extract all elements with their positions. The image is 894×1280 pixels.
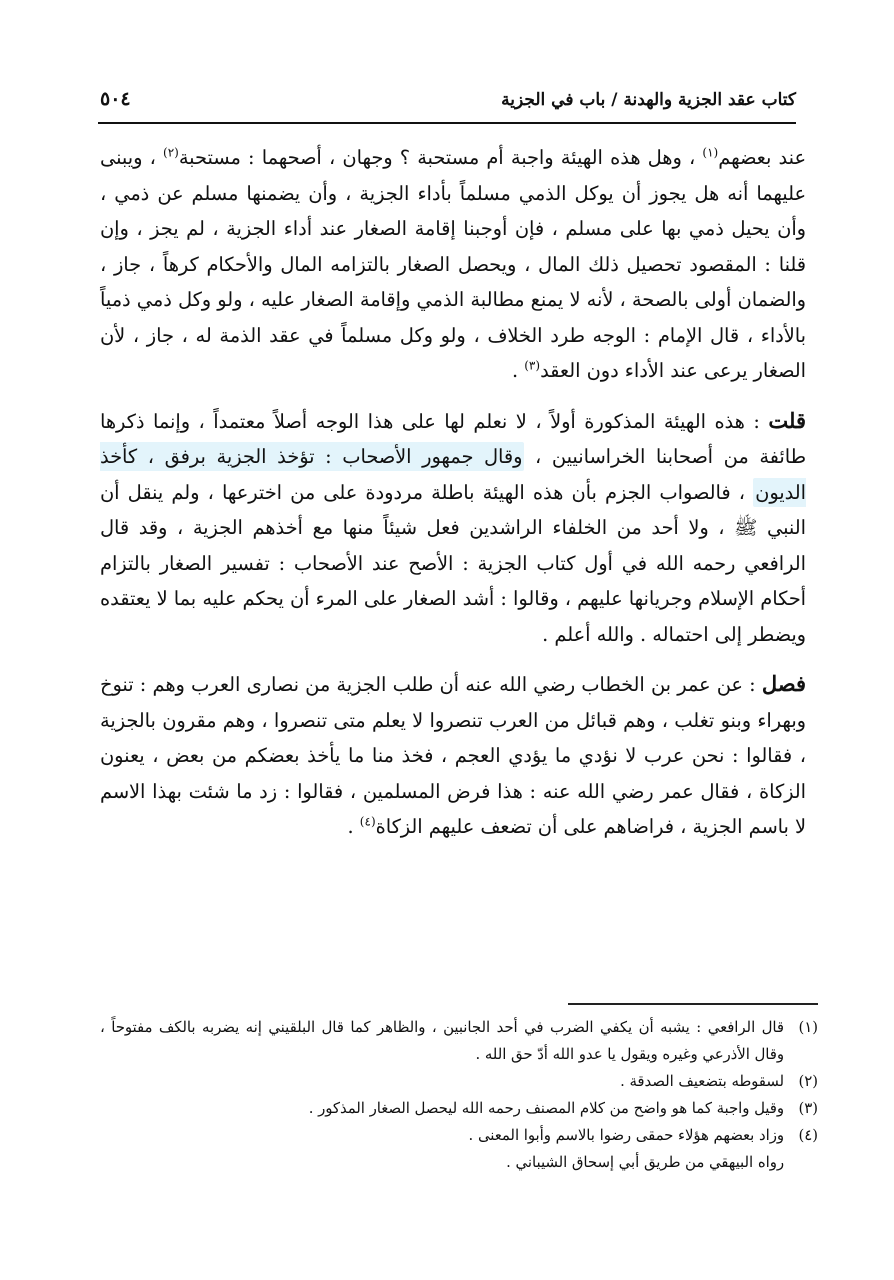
header-title: كتاب عقد الجزية والهدنة / باب في الجزية xyxy=(501,90,796,110)
paragraph-text: عند بعضهم xyxy=(718,146,806,169)
running-header xyxy=(98,84,796,124)
paragraph-1 xyxy=(100,140,806,389)
footnote-2 xyxy=(100,1068,818,1095)
main-text xyxy=(100,140,806,845)
paragraph-text: ، وهل هذه الهيئة واجبة أم مستحبة ؟ وجهان ، أصحهما : مستحبة xyxy=(178,146,703,169)
footnote-number: (١) xyxy=(798,1019,818,1036)
footnote-4-continuation: رواه البيهقي من طريق أبي إسحاق الشيباني . xyxy=(506,1154,784,1171)
paragraph-text: . xyxy=(347,815,360,838)
footnote-ref-1[interactable]: (١) xyxy=(702,145,719,160)
paragraph-text: ، فالصواب الجزم بأن هذه الهيئة باطلة مردودة على من اخترعها ، ولم ينقل أن النبي ﷺ ، ولا أحد من الخلفاء الراشدين فعل شيئاً منها مع أخذهم الجزية ، وقد قال الرافعي رحمه الله في أول كتاب الجزية : الأصح عند الأصحاب : تفسير الصغار بالتزام أحكام الإسلام وجريانها عليهم ، وقالوا : أشد الصغار على المرء أن يحكم عليه بما لا يعتقده ويضطر إلى احتماله . والله أعلم . xyxy=(100,480,806,646)
footnote-number: (٤) xyxy=(798,1127,818,1144)
paragraph-lead-qultu: قلت xyxy=(768,407,806,433)
footnote-1 xyxy=(100,1014,818,1068)
paragraph-text: : هذه الهيئة المذكورة أولاً ، لا نعلم لها على هذا الوجه أصلاً معتمداً ، وإنما ذكرها طائفة من أصحابنا الخراسانيين ، xyxy=(100,409,806,468)
paragraph-text: . xyxy=(511,359,525,382)
footnote-number: (٣) xyxy=(798,1100,818,1117)
footnote-ref-4[interactable]: (٤) xyxy=(359,814,376,829)
paragraph-3 xyxy=(100,666,806,845)
footnote-3 xyxy=(100,1095,818,1122)
footnote-ref-2[interactable]: (٢) xyxy=(163,145,179,160)
paragraph-2 xyxy=(100,403,806,653)
paragraph-text: : عن عمر بن الخطاب رضي الله عنه أن طلب الجزية من نصارى العرب وهم : تنوخ وبهراء وبنو تغلب ، وهم قبائل من العرب تنصروا لا يعلم متى تنصروا ، وهم مقرون بالجزية ، فقالوا : نحن عرب لا نؤدي ما يؤدي العجم ، فخذ منا ما يأخذ بعضكم من بعض ، يعنون الزكاة ، فقال عمر رضي الله عنه : هذا فرض المسلمين ، فقالوا : زد ما شئت بهذا الاسم لا باسم الجزية ، فراضاهم على أن تضعف عليهم الزكاة xyxy=(100,673,806,838)
footnote-text: وقيل واجبة كما هو واضح من كلام المصنف رحمه الله ليحصل الصغار المذكور . xyxy=(308,1100,784,1117)
page-number: ٥٠٤ xyxy=(100,88,131,110)
footnote-number: (٢) xyxy=(798,1073,818,1090)
footnote-4 xyxy=(100,1122,818,1149)
paragraph-text: ، ويبنى عليهما أنه هل يجوز أن يوكل الذمي مسلماً بأداء الجزية ، وأن يضمنها مسلم عن ذمي ، وأن يحيل ذمي بها على مسلم ، فإن أوجبنا إقامة الصغار عند أداء الجزية ، لم يجز ، وإن قلنا : المقصود تحصيل ذلك المال ، ويحصل الصغار بالتزامه المال والأحكام كرهاً ، جاز ، والضمان أولى بالصحة ، لأنه لا يمنع مطالبة الذمي وإقامة الصغار عليه ، ولو وكل ذمي ذمياً بالأداء ، قال الإمام : الوجه طرد الخلاف ، ولو وكل مسلماً في عقد الذمة له ، جاز ، لأن الصغار يرعى عند الأداء دون العقد xyxy=(100,146,806,382)
header-divider xyxy=(98,122,796,124)
footnote-ref-3[interactable]: (٣) xyxy=(524,358,541,373)
paragraph-lead-fasl: فصل xyxy=(761,671,806,696)
highlighted-text[interactable]: وقال جمهور الأصحاب : تؤخذ الجزية برفق ، كأخذ الديون xyxy=(100,442,806,507)
footnotes xyxy=(100,1014,818,1176)
footnote-text: قال الرافعي : يشبه أن يكفي الضرب في أحد الجانبين ، والظاهر كما قال البلقيني إنه يضربه بالكف مفتوحاً ، وقال الأذرعي وغيره ويقول يا عدو الله أدّ حق الله . xyxy=(100,1019,784,1063)
footnote-text: وزاد بعضهم هؤلاء حمقى رضوا بالاسم وأبوا المعنى . xyxy=(468,1127,784,1144)
footnote-divider xyxy=(568,1003,818,1005)
footnote-text: لسقوطه بتضعيف الصدقة . xyxy=(620,1073,784,1090)
